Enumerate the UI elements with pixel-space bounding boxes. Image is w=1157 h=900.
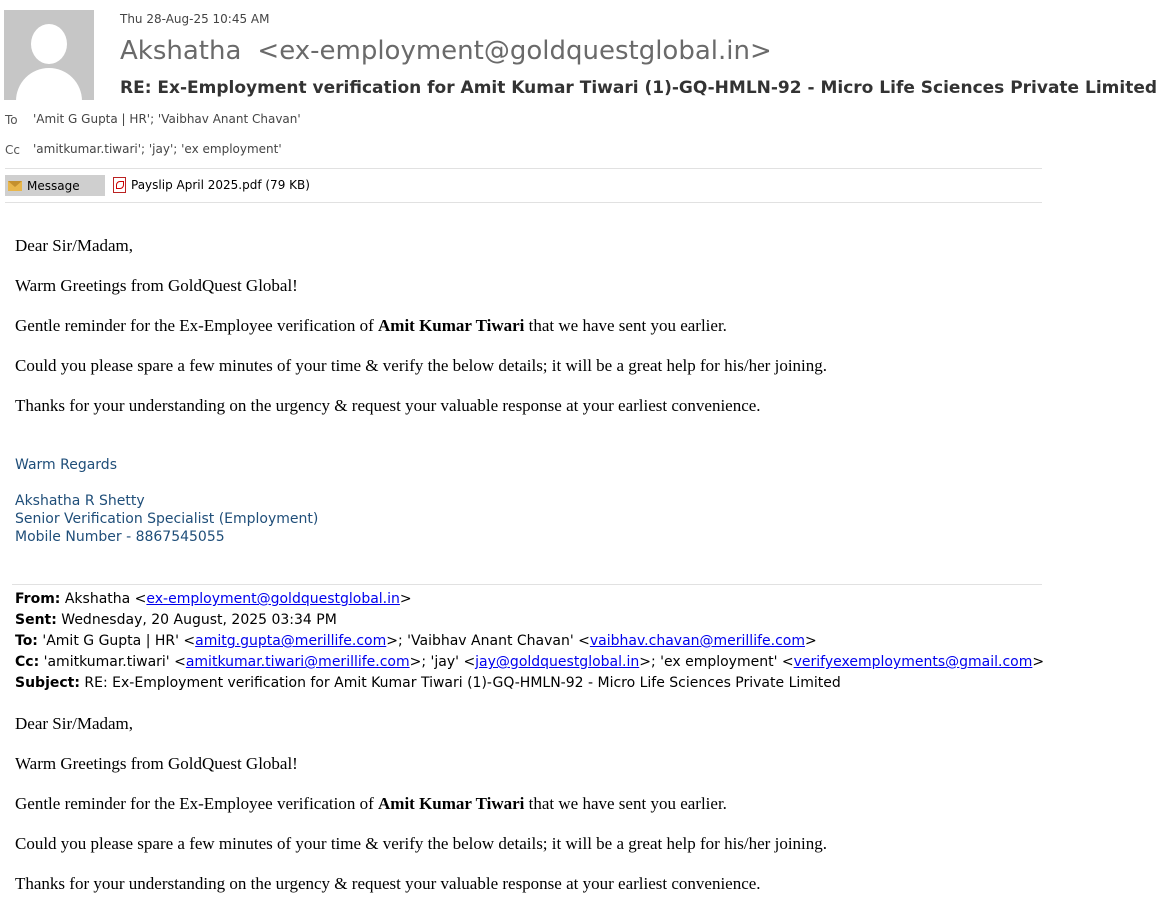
envelope-icon [8,181,22,191]
forward-subject [15,675,841,691]
signature-regards: Warm Regards [15,457,117,473]
forward-sent-value: Wednesday, 20 August, 2025 03:34 PM [56,612,337,628]
header-divider [5,168,1042,169]
avatar-head-icon [31,24,67,64]
sender-line [120,36,772,66]
forward-body-greeting: Dear Sir/Madam, [15,714,134,733]
forward-cc-3-name: >; 'ex employment' < [639,654,794,670]
forward-from [15,591,412,607]
sender-email[interactable]: <ex-employment@goldquestglobal.in> [257,36,772,66]
sender-name[interactable]: Akshatha [120,36,242,66]
reminder-text-end: that we have sent you earlier. [524,316,727,335]
reminder-text: Gentle reminder for the Ex-Employee verification of [15,316,378,335]
tab-message[interactable] [5,175,105,196]
forward-cc-1-name: 'amitkumar.tiwari' < [39,654,186,670]
body-thanks: Thanks for your understanding on the urgency & request your valuable response at your earliest convenience. [15,396,761,415]
forward-subject-value: RE: Ex-Employment verification for Amit Kumar Tiwari (1)-GQ-HMLN-92 - Micro Life Sciences Private Limited [79,675,841,691]
forward-to-2-email-link[interactable]: vaibhav.chavan@merillife.com [589,633,805,649]
forward-body-request: Could you please spare a few minutes of your time & verify the below details; it will be a great help for his/her joining. [15,834,828,853]
forward-to-1-name: 'Amit G Gupta | HR' < [37,633,196,649]
forward-to-close: > [804,633,817,649]
signature-mobile: Mobile Number - 8867545055 [15,529,225,545]
attachment-payslip[interactable] [113,177,310,193]
signature-name: Akshatha R Shetty [15,493,145,509]
forward-from-close: > [399,591,412,607]
forward-subject-label: Subject: [15,675,80,691]
forward-from-label: From: [15,591,61,607]
signature-title: Senior Verification Specialist (Employment) [15,511,319,527]
forward-from-email-link[interactable]: ex-employment@goldquestglobal.in [146,591,400,607]
attachments-divider [5,202,1042,203]
forward-to-2-name: >; 'Vaibhav Anant Chavan' < [386,633,590,649]
forward-to-1-email-link[interactable]: amitg.gupta@merillife.com [195,633,387,649]
forward-to-label: To: [15,633,38,649]
attachment-label: Payslip April 2025.pdf (79 KB) [131,178,310,192]
forward-to [15,633,817,649]
message-subject: RE: Ex-Employment verification for Amit Kumar Tiwari (1)-GQ-HMLN-92 - Micro Life Sciences Private Limited [120,78,1157,98]
cc-recipients[interactable]: 'amitkumar.tiwari'; 'jay'; 'ex employment' [33,142,282,156]
forward-cc-1-email-link[interactable]: amitkumar.tiwari@merillife.com [185,654,410,670]
forward-cc [15,654,1044,670]
to-recipients[interactable]: 'Amit G Gupta | HR'; 'Vaibhav Anant Chavan' [33,112,301,126]
forward-body-thanks: Thanks for your understanding on the urgency & request your valuable response at your earliest convenience. [15,874,761,893]
forward-cc-2-email-link[interactable]: jay@goldquestglobal.in [475,654,640,670]
forward-from-name: Akshatha < [60,591,147,607]
body-warm-greeting: Warm Greetings from GoldQuest Global! [15,276,298,295]
cc-label: Cc [5,143,20,157]
forward-body-reminder [15,794,727,814]
forward-sent-label: Sent: [15,612,57,628]
forward-cc-2-name: >; 'jay' < [409,654,476,670]
tab-message-label: Message [27,178,80,193]
avatar-body-icon [16,68,82,118]
forward-cc-close: > [1032,654,1045,670]
candidate-name: Amit Kumar Tiwari [378,316,525,335]
forward-reminder-text-end: that we have sent you earlier. [524,794,727,813]
forward-divider [12,584,1042,585]
forward-cc-3-email-link[interactable]: verifyexemployments@gmail.com [793,654,1033,670]
sender-avatar [4,10,94,100]
body-request: Could you please spare a few minutes of your time & verify the below details; it will be a great help for his/her joining. [15,356,828,375]
body-reminder [15,316,727,336]
to-label: To [5,113,18,127]
forward-sent [15,612,337,628]
forward-body-warm-greeting: Warm Greetings from GoldQuest Global! [15,754,298,773]
forward-reminder-text: Gentle reminder for the Ex-Employee verification of [15,794,378,813]
forward-candidate-name: Amit Kumar Tiwari [378,794,525,813]
message-date: Thu 28-Aug-25 10:45 AM [120,12,270,26]
pdf-file-icon [113,177,126,193]
body-greeting: Dear Sir/Madam, [15,236,134,255]
forward-cc-label: Cc: [15,654,40,670]
